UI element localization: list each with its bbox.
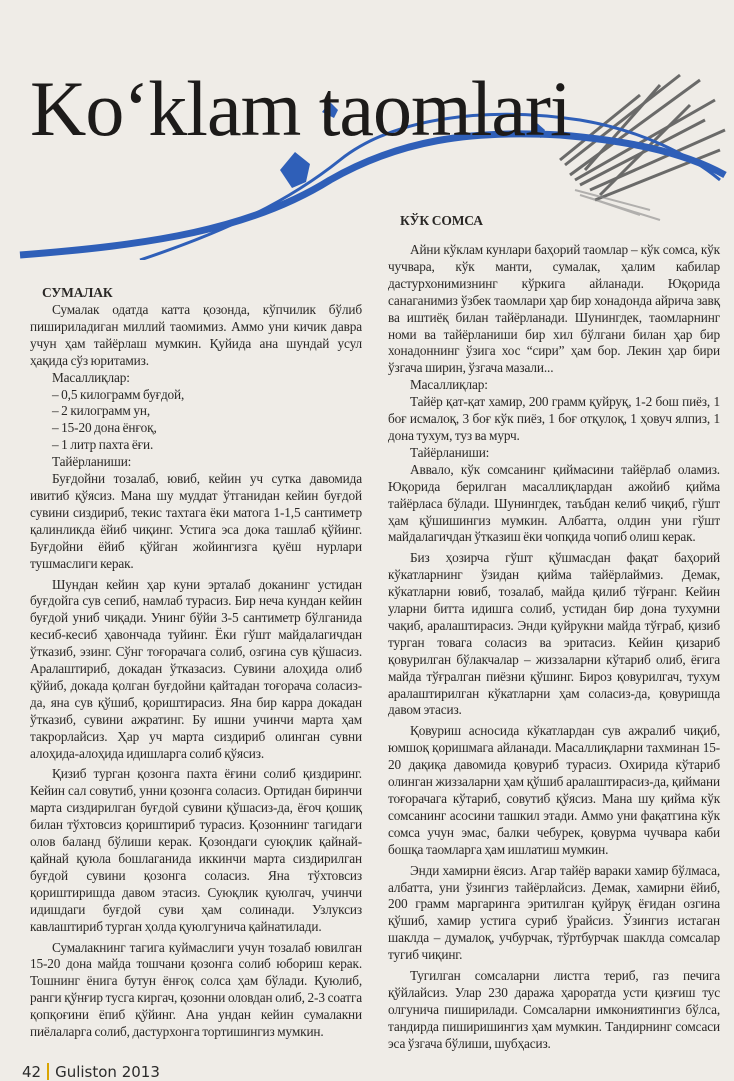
ingredients-label: Масаллиқлар: xyxy=(52,369,130,385)
intro-paragraph: Сумалак одатда катта қозонда, кўпчилик бўлиб пишириладиган миллий таомимиз. Аммо уни кичик давра учун ҳам тайёрлаш мумкин. Қуйида ана шундай усул ҳақида сўз юритамиз. xyxy=(30,302,362,368)
intro-paragraph: Айни кўклам кунлари баҳорий таомлар – кўк сомса, кўк чучвара, кўк манти, сумалак, ҳалим кабилар дастурхонимизнинг кўркига айланади. Юқорида санаганимиз ўзбек таомлари ҳар бир хонадонда айрича завқ ва иштиёқ билан тайёрланади. Шунингдек, таомларнинг номи ва тайёрланиши бир хил бўлгани билан ҳар бир хонадоннинг ўзига хос “сири” ҳам бор. Лекин ҳар бири ўзгача ширин, ўзгача мазали... xyxy=(388,242,720,376)
section-heading: СУМАЛАК xyxy=(42,285,113,300)
body-paragraph: Буғдойни тозалаб, ювиб, кейин уч сутка давомида ивитиб қўясиз. Мана шу муддат ўтганидан кейин буғдой сувини сиздириб, текис тахтага ёки матога 1-1,5 сантиметр қалинликда ёйиб чиқинг. Устига эса дока ташлаб қўйинг. Буғдойни ёйиб қўйган жойингизга қуёш нурлари тушмаслиги керак. xyxy=(30,471,362,571)
footer-divider xyxy=(47,1063,49,1080)
section-heading: КЎК СОМСА xyxy=(400,213,483,228)
ingredient-item: – 15-20 дона ёнғоқ, xyxy=(52,420,157,436)
blue-leaf-icon xyxy=(280,152,310,188)
page-number: 42 xyxy=(22,1062,42,1081)
article-sumalak xyxy=(22,284,362,1081)
ingredient-item: – 1 литр пахта ёғи. xyxy=(52,437,154,453)
ingredient-item: – 0,5 килограмм буғдой, xyxy=(52,386,185,402)
ingredient-item: – 2 килограмм ун, xyxy=(52,403,151,419)
page-footer xyxy=(22,1063,362,1081)
preparation-label: Тайёрланиши: xyxy=(52,454,132,470)
publication-name: Guliston 2013 xyxy=(55,1062,160,1081)
body-paragraph: Шундан кейин ҳар куни эрталаб доканинг устидан буғдойга сув сепиб, намлаб турасиз. Бир неча кундан кейин буғдой униб чиқади. Унинг бўйи 3-5 сантиметр бўлганида кесиб-кесиб ҳавончада туйинг. Ёки гўшт майдалагичдан ўтказиб, эзинг. Сўнг тоғорачага солиб, озгина сув қўшасиз. Аралаштириб, докадан ўтказасиз. Сувини алоҳида олиб қўйиб, докада қолган буғдойни қайтадан тоғорача соласиз-да, яна сув қўшиб, қориштирасиз. Яна бир карра докадан ўтказиб, сувини ажратинг. Бу ишни учинчи марта ҳам такрорлайсиз. Ҳар уч марта сиздириб олинган сувни алоҳида-алоҳида идишларга солиб қўясиз. xyxy=(30,576,362,761)
body-paragraph: Тугилган сомсаларни листга териб, газ печига қўйлайсиз. Улар 230 даража ҳароратда усти қизғиш тус олгунича пиширилади. Сомсаларни имкониятингиз бўлса, тандирда пиширишингиз ҳам мумкин. Тандирнинг сомсаси эса ўзгача бўлиши, шубҳасиз. xyxy=(388,968,720,1051)
ingredients-label: Масаллиқлар: xyxy=(410,377,488,393)
preparation-label: Тайёрланиши: xyxy=(410,444,490,460)
body-paragraph: Аввало, кўк сомсанинг қиймасини тайёрлаб оламиз. Юқорида берилган масаллиқлардан ажойиб қийма тайёрласа бўлади. Шунингдек, таъбдан келиб чиқиб, гўшт ҳам қўшишингиз мумкин. Албатта, олдин уни гўшт майдалагичдан ўтказиш ёки чопқида чопиб олиш керак. xyxy=(388,461,720,545)
page-title: Ko‘klam taomlari xyxy=(30,65,571,152)
body-paragraph: Биз ҳозирча гўшт қўшмасдан фақат баҳорий кўкатларнинг ўзидан қийма тайёрлаймиз. Демак, кўкатларни ювиб, тозалаб, майда қилиб тўғранг. Кейин уларни битта идишга солиб, устидан бир дона тухумни чақиб, аралаштирасиз. Энди қуйрукни майда тўғраб, қизиб турган товага соласиз ва эритасиз. Кейин қизариб қовурилган бўлакчалар – жиззаларни кўтариб олиб, ёғига майда тўғралган пиёзни қўшинг. Бироз қовурилгач, тухум аралаштирилган кўкатларни ҳам соласиз-да, қовуришда давом этасиз. xyxy=(388,550,720,718)
body-paragraph: Қизиб турган қозонга пахта ёғини солиб қиздиринг. Кейин сал совутиб, унни қозонга соласиз. Ортидан биринчи марта сиздирилган буғдой сувини қўшасиз-да, ёғоч қошиқ билан тўхтовсиз қориштириб турасиз. Қозоннинг тагидаги олов баланд бўлиши керак. Қозондаги суюқлик қайнай-қайнай қуюла бошлаганида иккинчи марта сиздирилган буғдой сувини қозонга соласиз. Яна тўхтовсиз қориштиришда давом этасиз. Суюқлик қуюлгач, учинчи идишдаги буғдой суви ҳам солинади. Узлуксиз кавлаштириб турган ҳолда қуюлгунича қайнатилади. xyxy=(30,766,362,934)
body-paragraph: Қовуриш асносида кўкатлардан сув ажралиб чиқиб, юмшоқ қоришмага айланади. Масаллиқларни тахминан 15-20 дақиқа давомида қовуриб турасиз. Охирида кўтариб олинган жиззаларни ҳам қўшиб аралаштирасиз-да, қиймани тоғорачага кўтариб, совутиб қўясиз. Мана шу қийма кўк сомсанинг асосини ташкил этади. Аммо уни фақатгина кўк сомса учун эмас, балки чебурек, қовурма чучвара каби бошқа таомларга ҳам ишлатиш мумкин. xyxy=(388,723,720,857)
article-kuk-somsa xyxy=(388,212,720,1053)
body-paragraph: Сумалакнинг тагига куймаслиги учун тозалаб ювилган 15-20 дона майда тошчани қозонга солиб юбориш керак. Тошнинг ёнига бутун ёнғоқ солса ҳам бўлади. Қуюлиб, ранги қўнғир тусга киргач, қозонни оловдан олиб, 2-3 соатга қопқоғини ёпиб қўйинг. Ана ундан кейин сумалакни пиёлаларга солиб, дастурхонга тортишингиз мумкин. xyxy=(30,939,362,1040)
ingredients-text: Тайёр қат-қат хамир, 200 грамм қуйруқ, 1-2 бош пиёз, 1 боғ исмалоқ, 3 боғ кўк пиёз, 1 боғ отқулоқ, 1 ҳовуч ялпиз, 1 дона тухум, туз ва мурч. xyxy=(388,394,720,443)
body-paragraph: Энди хамирни ёясиз. Агар тайёр вараки хамир бўлмаса, албатта, уни ўзингиз тайёрлайсиз. Демак, хамирни ёйиб, 200 грамм маргаринга эритилган қуйруқ ёғидан озгина қўшиб, хамир устига суриб ўрайсиз. Ўзингиз истаган шаклда – думалоқ, учбурчак, тўртбурчак шаклда сомсалар тугиб чиқинг. xyxy=(388,862,720,963)
